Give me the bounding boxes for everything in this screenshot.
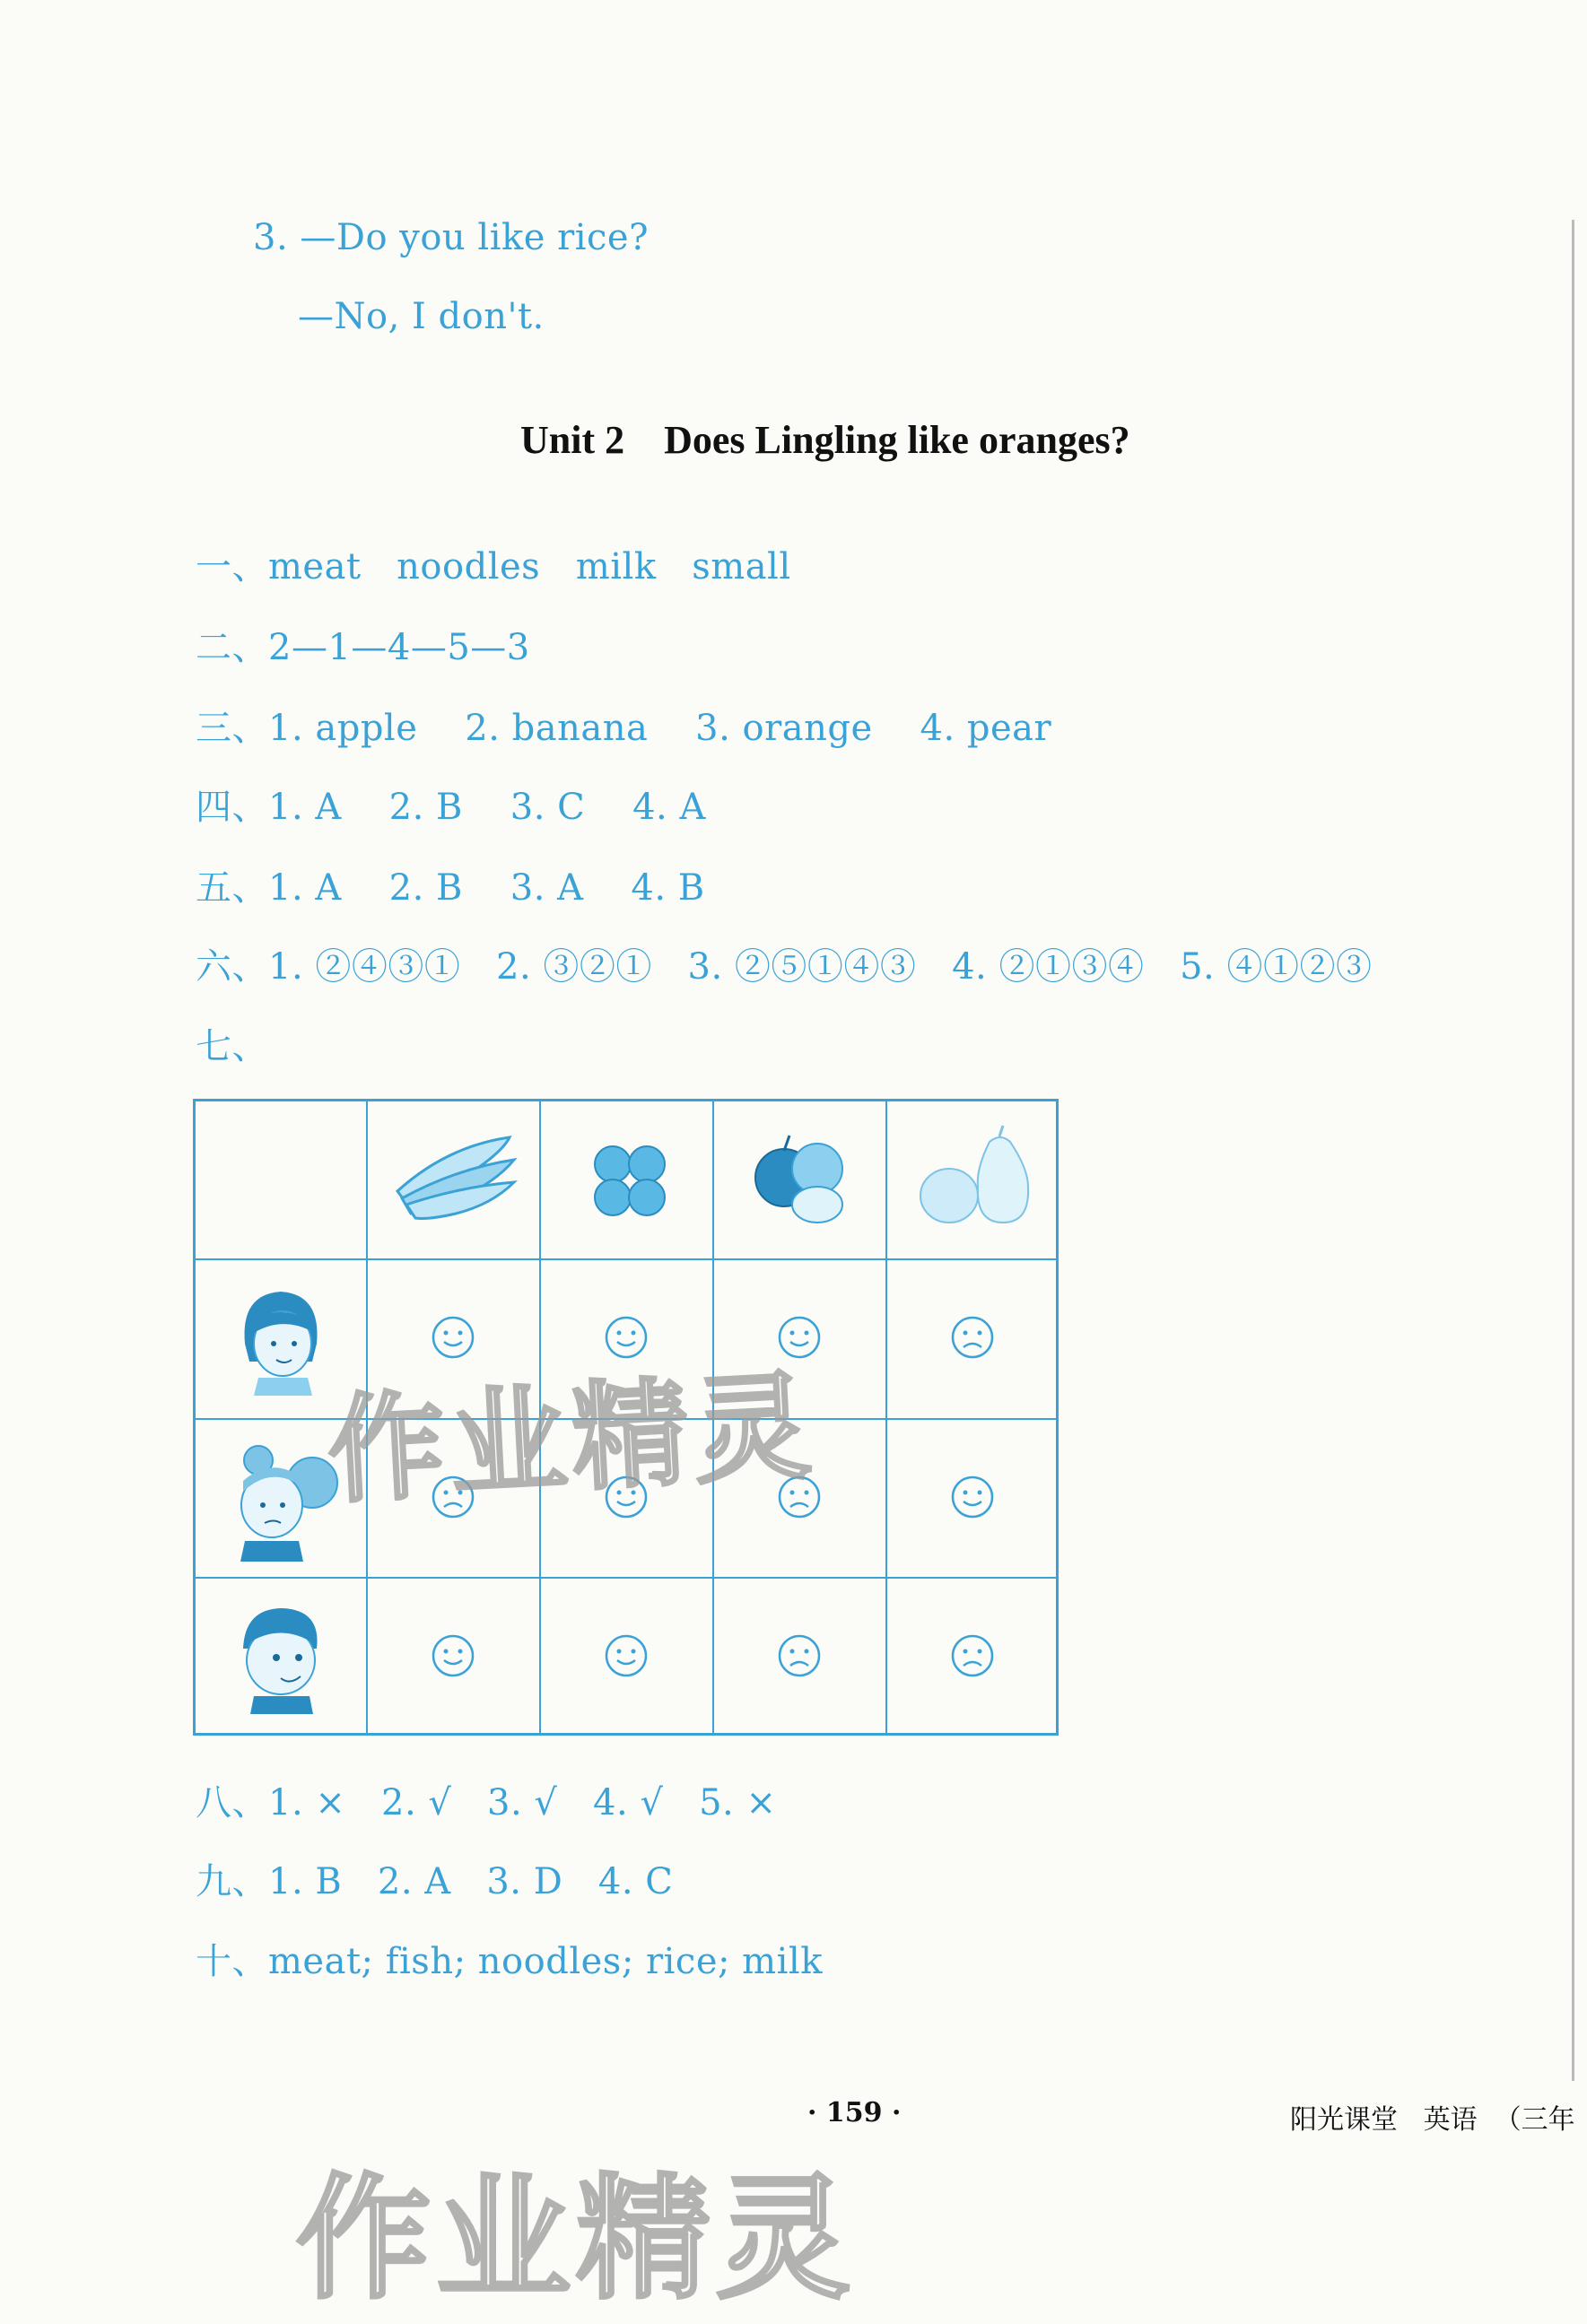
answer-6: 六、1. ②④③① 2. ③②① 3. ②⑤①④③ 4. ②①③④ 5. ④①②③	[196, 946, 1373, 988]
girl-buns-avatar	[227, 1438, 344, 1563]
smile-face	[950, 1475, 995, 1519]
answer-9: 九、1. B 2. A 3. D 4. C	[196, 1861, 674, 1902]
girl-lingling-avatar	[227, 1281, 335, 1397]
answer-1: 一、meat noodles milk small	[196, 546, 791, 588]
watermark-overlay: 作业精灵	[324, 1357, 820, 1520]
carryover-line-2: —No, I don't.	[298, 296, 545, 337]
page-number: · 159 ·	[807, 2097, 902, 2128]
orange-icon	[586, 1133, 676, 1223]
answer-3: 三、1. apple 2. banana 3. orange 4. pear	[196, 708, 1052, 749]
unit-title: Unit 2 Does Lingling like oranges?	[520, 418, 1130, 462]
frown-face	[950, 1633, 995, 1678]
apple-icon	[750, 1128, 858, 1227]
pear-icon	[913, 1124, 1039, 1232]
answer-7: 七、	[196, 1026, 268, 1067]
carryover-line-1: 3. —Do you like rice?	[253, 217, 650, 258]
answer-4: 四、1. A 2. B 3. C 4. A	[196, 787, 706, 828]
smile-face	[431, 1633, 475, 1678]
boy-avatar	[227, 1599, 335, 1716]
frown-face	[950, 1315, 995, 1360]
page-margin-line	[1572, 220, 1574, 2081]
banana-icon	[393, 1128, 519, 1227]
frown-face	[777, 1633, 822, 1678]
smile-face	[604, 1633, 649, 1678]
watermark-bottom: 作业精灵	[296, 2162, 857, 2318]
answer-8: 八、1. × 2. √ 3. √ 4. √ 5. ×	[196, 1782, 777, 1824]
answer-2: 二、2—1—4—5—3	[196, 627, 530, 668]
answer-5: 五、1. A 2. B 3. A 4. B	[196, 867, 705, 909]
book-title: 阳光课堂 英语 （三年	[1290, 2104, 1575, 2136]
answer-10: 十、meat; fish; noodles; rice; milk	[196, 1941, 823, 1982]
